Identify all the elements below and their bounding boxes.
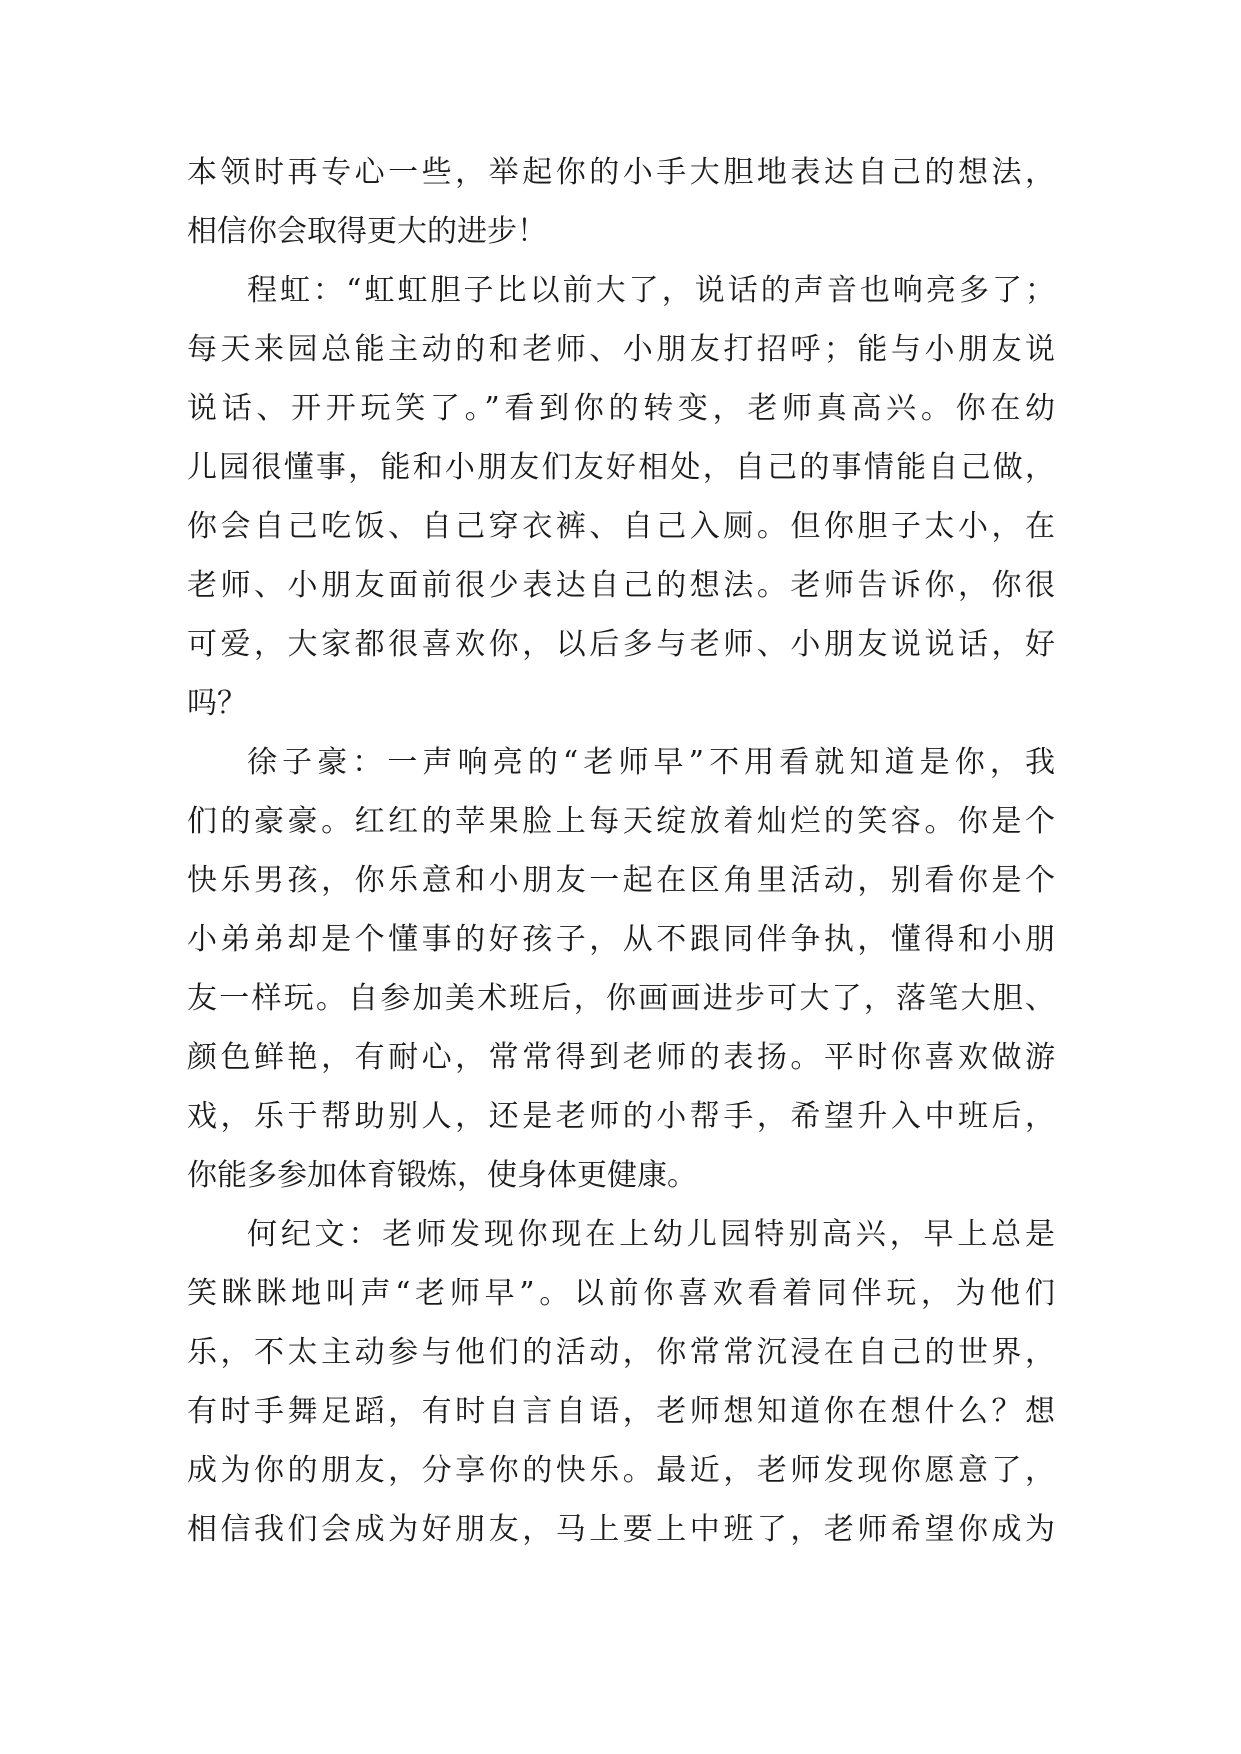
text-line: 每天来园总能主动的和老师、小朋友打招呼；能与小朋友说 xyxy=(187,332,1055,367)
paragraph-start-hejiwen: 何纪文：老师发现你现在上幼儿园特别高兴，早上总是 xyxy=(247,1217,1055,1252)
text-line: 可爱，大家都很喜欢你，以后多与老师、小朋友说说话，好 xyxy=(187,627,1055,662)
text-line: 老师、小朋友面前很少表达自己的想法。老师告诉你，你很 xyxy=(187,568,1055,603)
text-line: 吗？ xyxy=(187,686,247,721)
text-line: 你能多参加体育锻炼，使身体更健康。 xyxy=(187,1158,697,1193)
text-line: 们的豪豪。红红的苹果脸上每天绽放着灿烂的笑容。你是个 xyxy=(187,804,1055,839)
text-line: 相信我们会成为好朋友，马上要上中班了，老师希望你成为 xyxy=(187,1512,1055,1547)
text-line: 小弟弟却是个懂事的好孩子，从不跟同伴争执，懂得和小朋 xyxy=(187,922,1055,957)
text-line: 有时手舞足蹈，有时自言自语，老师想知道你在想什么？想 xyxy=(187,1394,1055,1429)
paragraph-start-chenghong: 程虹：“虹虹胆子比以前大了，说话的声音也响亮多了； xyxy=(247,273,1055,308)
text-line: 相信你会取得更大的进步！ xyxy=(187,214,547,249)
text-line: 友一样玩。自参加美术班后，你画画进步可大了，落笔大胆、 xyxy=(187,981,1055,1016)
text-line: 乐，不太主动参与他们的活动，你常常沉浸在自己的世界， xyxy=(187,1335,1055,1370)
text-line: 成为你的朋友，分享你的快乐。最近，老师发现你愿意了， xyxy=(187,1453,1055,1488)
text-line: 快乐男孩，你乐意和小朋友一起在区角里活动，别看你是个 xyxy=(187,863,1055,898)
paragraph-start-xuzihao: 徐子豪：一声响亮的“老师早”不用看就知道是你，我 xyxy=(247,745,1055,780)
text-line: 本领时再专心一些，举起你的小手大胆地表达自己的想法， xyxy=(187,155,1055,190)
text-line: 颜色鲜艳，有耐心，常常得到老师的表扬。平时你喜欢做游 xyxy=(187,1040,1055,1075)
document-body xyxy=(187,143,1055,1559)
text-line: 笑眯眯地叫声“老师早”。以前你喜欢看着同伴玩，为他们 xyxy=(187,1276,1055,1311)
text-line: 你会自己吃饭、自己穿衣裤、自己入厕。但你胆子太小，在 xyxy=(187,509,1055,544)
text-line: 儿园很懂事，能和小朋友们友好相处，自己的事情能自己做， xyxy=(187,450,1055,485)
text-line: 戏，乐于帮助别人，还是老师的小帮手，希望升入中班后， xyxy=(187,1099,1055,1134)
text-line: 说话、开开玩笑了。”看到你的转变，老师真高兴。你在幼 xyxy=(187,391,1055,426)
